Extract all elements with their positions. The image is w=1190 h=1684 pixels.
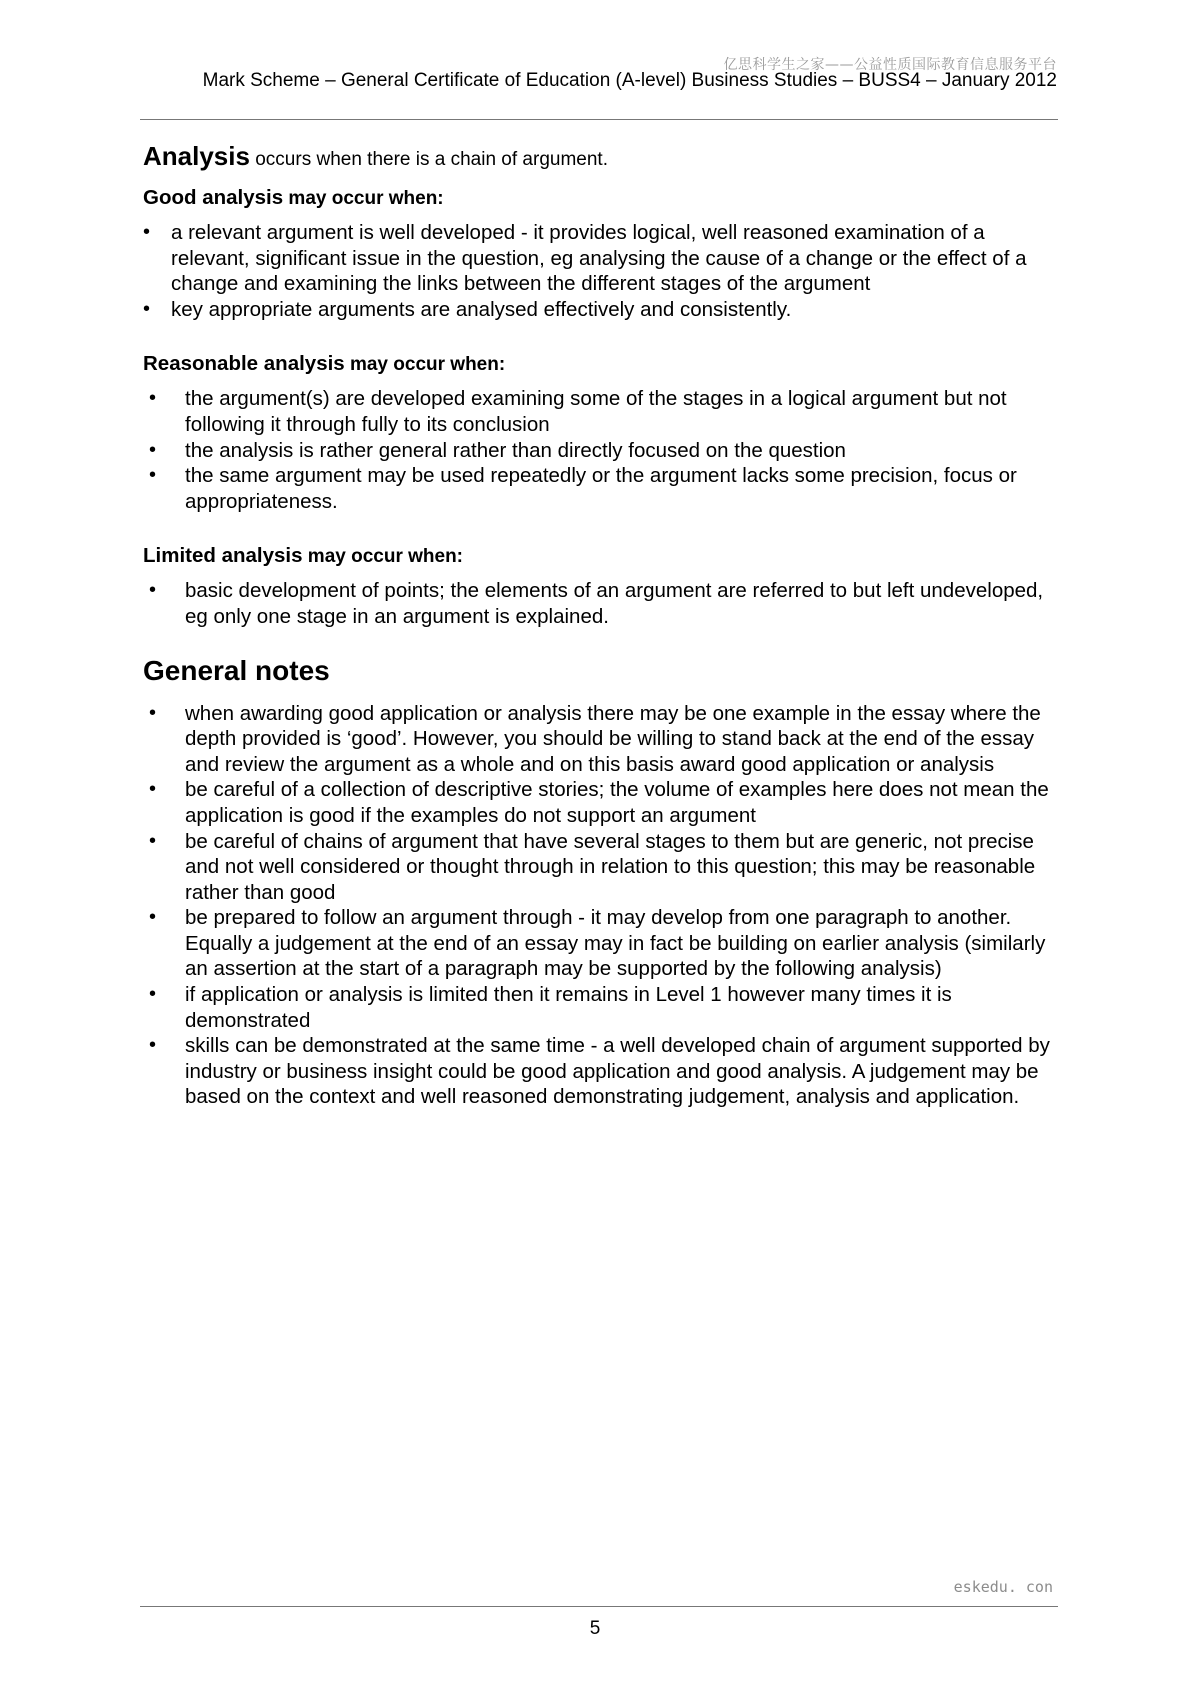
list-item [143,701,1055,778]
list-item-text: the analysis is rather general rather than directly focused on the question [185,438,846,462]
list-item-text: be careful of a collection of descriptive stories; the volume of examples here does not mean the application is good if the examples do not support an argument [185,778,1049,827]
reasonable-analysis-heading [143,352,1055,376]
bullet-icon: • [149,983,157,1006]
list-item [143,297,1055,323]
list-item-text: be careful of chains of argument that have several stages to them but are generic, not precise and not well considered or thought through in relation to this question; this may be reasonable rather than good [185,829,1036,904]
bullet-icon: • [149,906,157,929]
page-number: 5 [589,1618,601,1639]
bullet-icon: • [149,438,157,461]
list-item-text: the argument(s) are developed examining some of the stages in a logical argument but not following it through fully to its conclusion [185,387,1007,436]
list-item [143,438,1055,464]
list-item-text: be prepared to follow an argument through - it may develop from one paragraph to another. Equally a judgement at the end of an essay may in fact be building on earlier analysis (similarly an assertion at the start of a paragraph may be supported by the following analysis) [185,906,1046,981]
reasonable-analysis-heading-bold: Reasonable analysis [143,352,345,376]
reasonable-analysis-heading-suffix: may occur when: [344,354,506,376]
bullet-icon: • [149,464,157,487]
list-item [143,777,1055,828]
bullet-icon: • [149,1034,157,1057]
good-analysis-list [143,220,1055,322]
footer-divider [140,1606,1058,1607]
good-analysis-heading-bold: Good analysis [143,186,284,209]
analysis-intro-text: occurs when there is a chain of argument. [249,149,608,170]
footer-watermark: eskedu. con [953,1578,1053,1596]
list-item [143,905,1055,982]
limited-analysis-heading [143,544,1055,568]
list-item-text: key appropriate arguments are analysed effectively and consistently. [171,297,792,321]
list-item-text: if application or analysis is limited then it remains in Level 1 however many times it is demonstrated [185,983,952,1032]
analysis-intro [143,141,1055,172]
list-item [143,982,1055,1033]
header-divider [140,119,1058,120]
bullet-icon: • [149,829,157,852]
limited-analysis-heading-suffix: may occur when: [302,546,464,568]
list-item [143,463,1055,514]
bullet-icon: • [149,701,157,724]
good-analysis-heading [143,186,1055,210]
header-title: Mark Scheme – General Certificate of Education (A-level) Business Studies – BUSS4 – January 2012 [202,70,1057,91]
limited-analysis-list [143,578,1055,629]
analysis-intro-lead: Analysis [143,141,250,171]
general-notes-list [143,701,1055,1111]
list-item [143,220,1055,297]
list-item [143,829,1055,906]
header-watermark: 亿思科学生之家——公益性质国际教育信息服务平台 [723,57,1057,73]
bullet-icon: • [149,387,157,410]
list-item-text: skills can be demonstrated at the same time - a well developed chain of argument supported by industry or business insight could be good application and good analysis. A judgement may be based on the context and well reasoned demonstrating judgement, analysis and application. [185,1034,1050,1109]
bullet-icon: • [143,297,151,320]
list-item [143,386,1055,437]
list-item [143,1033,1055,1110]
good-analysis-heading-suffix: may occur when: [283,188,444,209]
bullet-icon: • [149,579,157,602]
list-item [143,578,1055,629]
general-notes-heading: General notes [143,654,330,686]
limited-analysis-heading-bold: Limited analysis [143,544,303,568]
list-item-text: when awarding good application or analysis there may be one example in the essay where the depth provided is ‘good’. However, you should be willing to stand back at the end of the essay and review the argument as a whole and on this basis award good application or analysis [185,701,1041,776]
bullet-icon: • [143,221,151,243]
list-item-text: a relevant argument is well developed - it provides logical, well reasoned examination of a relevant, significant issue in the question, eg analysing the cause of a change or the effect of a change and examining the links between the different stages of the argument [171,221,1027,296]
bullet-icon: • [149,778,157,801]
list-item-text: the same argument may be used repeatedly or the argument lacks some precision, focus or appropriateness. [185,464,1017,513]
reasonable-analysis-list [143,386,1055,514]
list-item-text: basic development of points; the elements of an argument are referred to but left undeveloped, eg only one stage in an argument is explained. [185,579,1044,628]
page-body [143,141,1055,1110]
